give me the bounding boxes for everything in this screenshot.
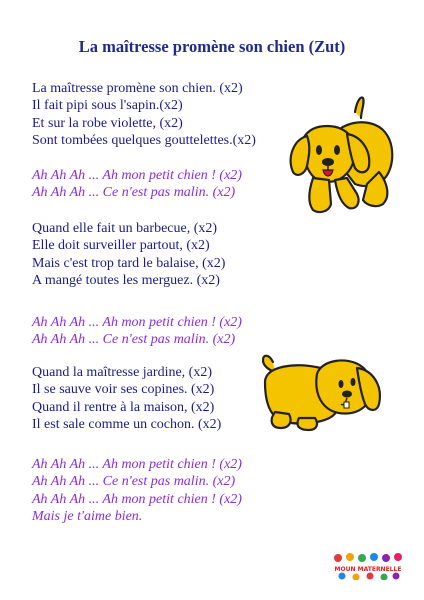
- verse-1-line-2: Il fait pipi sous l'sapin.(x2): [32, 98, 183, 114]
- moun-maternelle-logo: [332, 552, 404, 580]
- verse-2-line-4: A mangé toutes les merguez. (x2): [32, 273, 220, 289]
- verse-3: [32, 364, 221, 434]
- puppy-lying-illustration: [255, 352, 385, 432]
- chorus-3: [32, 456, 242, 526]
- chorus-2: [32, 314, 242, 349]
- logo-text: MOUN MATERNELLE: [334, 566, 402, 573]
- chorus-1-line-1: Ah Ah Ah ... Ah mon petit chien ! (x2): [32, 168, 242, 183]
- chorus-3-line-2: Ah Ah Ah ... Ce n'est pas malin. (x2): [32, 474, 236, 490]
- verse-1-line-4: Sont tombées quelques gouttelettes.(x2): [32, 133, 256, 149]
- verse-2-line-1: Quand elle fait un barbecue, (x2): [32, 221, 218, 236]
- chorus-3-line-3: Ah Ah Ah ... Ah mon petit chien ! (x2): [32, 491, 242, 507]
- verse-2: [32, 220, 225, 290]
- chorus-1-line-2: Ah Ah Ah ... Ce n'est pas malin. (x2): [32, 185, 236, 201]
- verse-3-line-3: Quand il rentre à la maison, (x2): [32, 399, 215, 415]
- chorus-3-line-4: Mais je t'aime bien.: [32, 509, 143, 525]
- chorus-3-line-1: Ah Ah Ah ... Ah mon petit chien ! (x2): [32, 457, 242, 472]
- verse-1: [32, 80, 256, 150]
- verse-3-line-4: Il est sale comme un cochon. (x2): [32, 417, 222, 433]
- puppy-front-illustration: [283, 92, 398, 220]
- verse-2-line-2: Elle doit surveiller partout, (x2): [32, 238, 210, 254]
- verse-1-line-1: La maîtresse promène son chien. (x2): [32, 81, 243, 96]
- verse-3-line-2: Il se sauve voir ses copines. (x2): [32, 382, 215, 398]
- verse-2-line-3: Mais c'est trop tard le balaise, (x2): [32, 255, 226, 271]
- song-title: La maîtresse promène son chien (Zut): [78, 37, 346, 56]
- chorus-1: [32, 167, 242, 202]
- chorus-2-line-1: Ah Ah Ah ... Ah mon petit chien ! (x2): [32, 315, 242, 330]
- verse-1-line-3: Et sur la robe violette, (x2): [32, 115, 183, 131]
- chorus-2-line-2: Ah Ah Ah ... Ce n'est pas malin. (x2): [32, 332, 236, 348]
- verse-3-line-1: Quand la maîtresse jardine, (x2): [32, 365, 212, 380]
